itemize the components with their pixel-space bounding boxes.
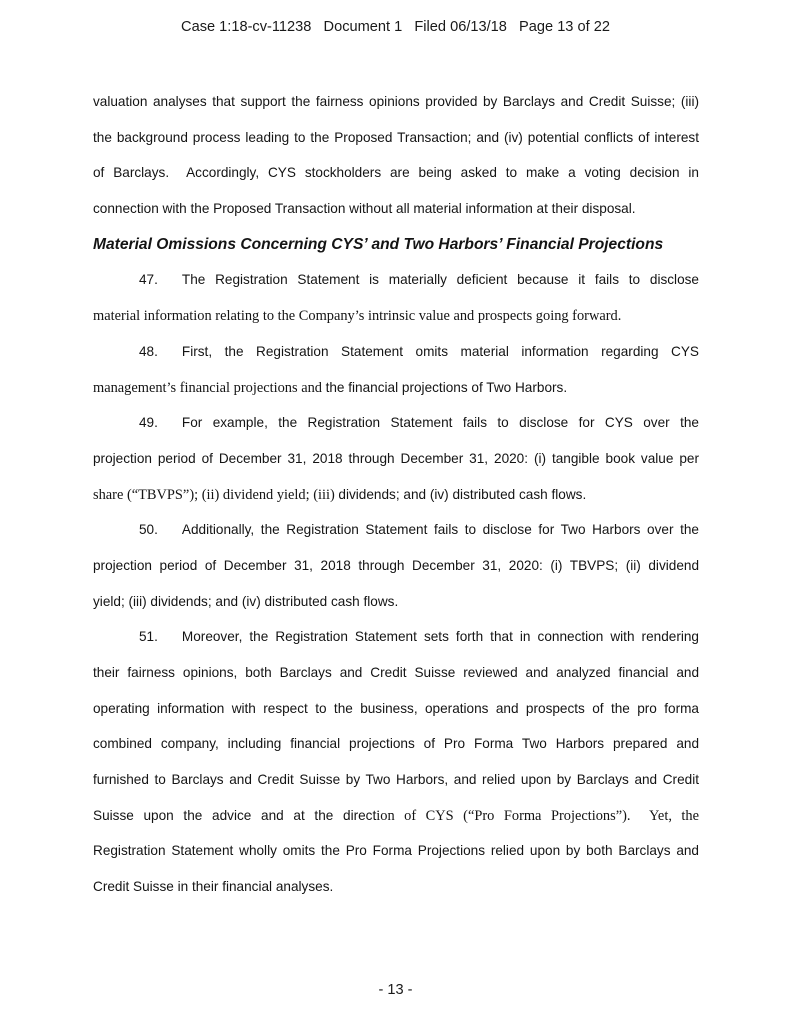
tab-space	[158, 533, 182, 534]
document-body	[93, 84, 699, 905]
text-segment: furnished to Barclays and Credit Suisse by Two Harbors, and relied upon by Barclays and Credit	[93, 772, 699, 788]
text-segment: their fairness opinions, both Barclays and Credit Suisse reviewed and analyzed financial and	[93, 665, 699, 680]
text-line	[93, 512, 699, 548]
text-segment: For example, the Registration Statement fails to disclose for CYS over the	[181, 415, 699, 431]
text-line	[93, 262, 699, 298]
tab-space	[158, 355, 182, 356]
text-line	[93, 762, 699, 798]
text-line	[93, 726, 699, 762]
text-segment: operating information with respect to the business, operations and prospects of the pro forma	[93, 700, 699, 716]
text-line	[93, 798, 699, 834]
text-segment: share (“TBVPS”); (ii) dividend yield; (iii)	[93, 486, 339, 503]
text-segment: 50.	[139, 522, 158, 538]
text-segment: dividends; and (iv) distributed cash flows.	[338, 486, 587, 502]
text-line	[93, 619, 699, 655]
text-line	[93, 155, 699, 191]
text-segment: Additionally, the Registration Statement fails to disclose for Two Harbors over the	[181, 522, 699, 538]
text-line	[93, 477, 699, 513]
text-segment: ion of CYS (“Pro Forma Projections”). Yet, the	[376, 807, 700, 824]
tab-space	[158, 426, 182, 427]
text-segment: 48.	[139, 343, 158, 359]
text-line	[93, 84, 699, 120]
text-line	[93, 548, 699, 584]
text-segment: projection period of December 31, 2018 through December 31, 2020: (i) tangible book value per	[93, 450, 699, 466]
text-line	[93, 370, 699, 406]
text-segment: combined company, including financial projections of Pro Forma Two Harbors prepared and	[93, 736, 699, 752]
text-segment: 51.	[139, 629, 158, 645]
text-segment: material information relating to the Company’s intrinsic value and prospects going forward.	[93, 308, 622, 325]
tab-space	[158, 283, 182, 284]
text-segment: Suisse upon the advice and at the direct	[93, 807, 377, 823]
text-line	[93, 120, 699, 156]
text-line	[93, 691, 699, 727]
text-segment: Moreover, the Registration Statement sets forth that in connection with rendering	[181, 629, 699, 645]
text-segment: First, the Registration Statement omits material information regarding CYS	[181, 343, 699, 359]
text-line	[93, 191, 699, 227]
text-line	[93, 441, 699, 477]
text-segment: the background process leading to the Proposed Transaction; and (iv) potential conflicts of interest	[93, 129, 699, 145]
case-caption-header: Case 1:18-cv-11238 Document 1 Filed 06/13/18 Page 13 of 22	[181, 19, 610, 35]
text-segment: yield; (iii) dividends; and (iv) distributed cash flows.	[93, 593, 399, 609]
text-segment: Credit Suisse in their financial analyses.	[93, 879, 334, 895]
text-line	[93, 833, 699, 869]
text-segment: the financial projections of Two Harbors.	[325, 379, 568, 395]
section-heading	[93, 227, 699, 263]
text-segment: connection with the Proposed Transaction without all material information at their disposal.	[93, 201, 636, 217]
text-line	[93, 334, 699, 370]
text-line	[93, 405, 699, 441]
text-segment: 49.	[139, 415, 158, 431]
text-line	[93, 655, 699, 691]
text-segment: 47.	[139, 272, 158, 288]
text-segment: projection period of December 31, 2018 through December 31, 2020: (i) TBVPS; (ii) dividend	[93, 557, 699, 573]
text-segment: valuation analyses that support the fairness opinions provided by Barclays and Credit Suisse; (iii)	[93, 94, 699, 109]
text-segment: Material Omissions Concerning CYS’ and Two Harbors’ Financial Projections	[93, 235, 664, 253]
tab-space	[158, 640, 182, 641]
text-line	[93, 298, 699, 334]
text-segment: management’s financial projections and	[93, 379, 326, 396]
text-segment: of Barclays. Accordingly, CYS stockholders are being asked to make a voting decision in	[93, 165, 699, 181]
text-segment: Registration Statement wholly omits the Pro Forma Projections relied upon by both Barclays and	[93, 843, 699, 859]
text-line	[93, 584, 699, 620]
text-line	[93, 869, 699, 905]
page-number: - 13 -	[378, 982, 413, 998]
text-segment: The Registration Statement is materially deficient because it fails to disclose	[181, 272, 699, 288]
